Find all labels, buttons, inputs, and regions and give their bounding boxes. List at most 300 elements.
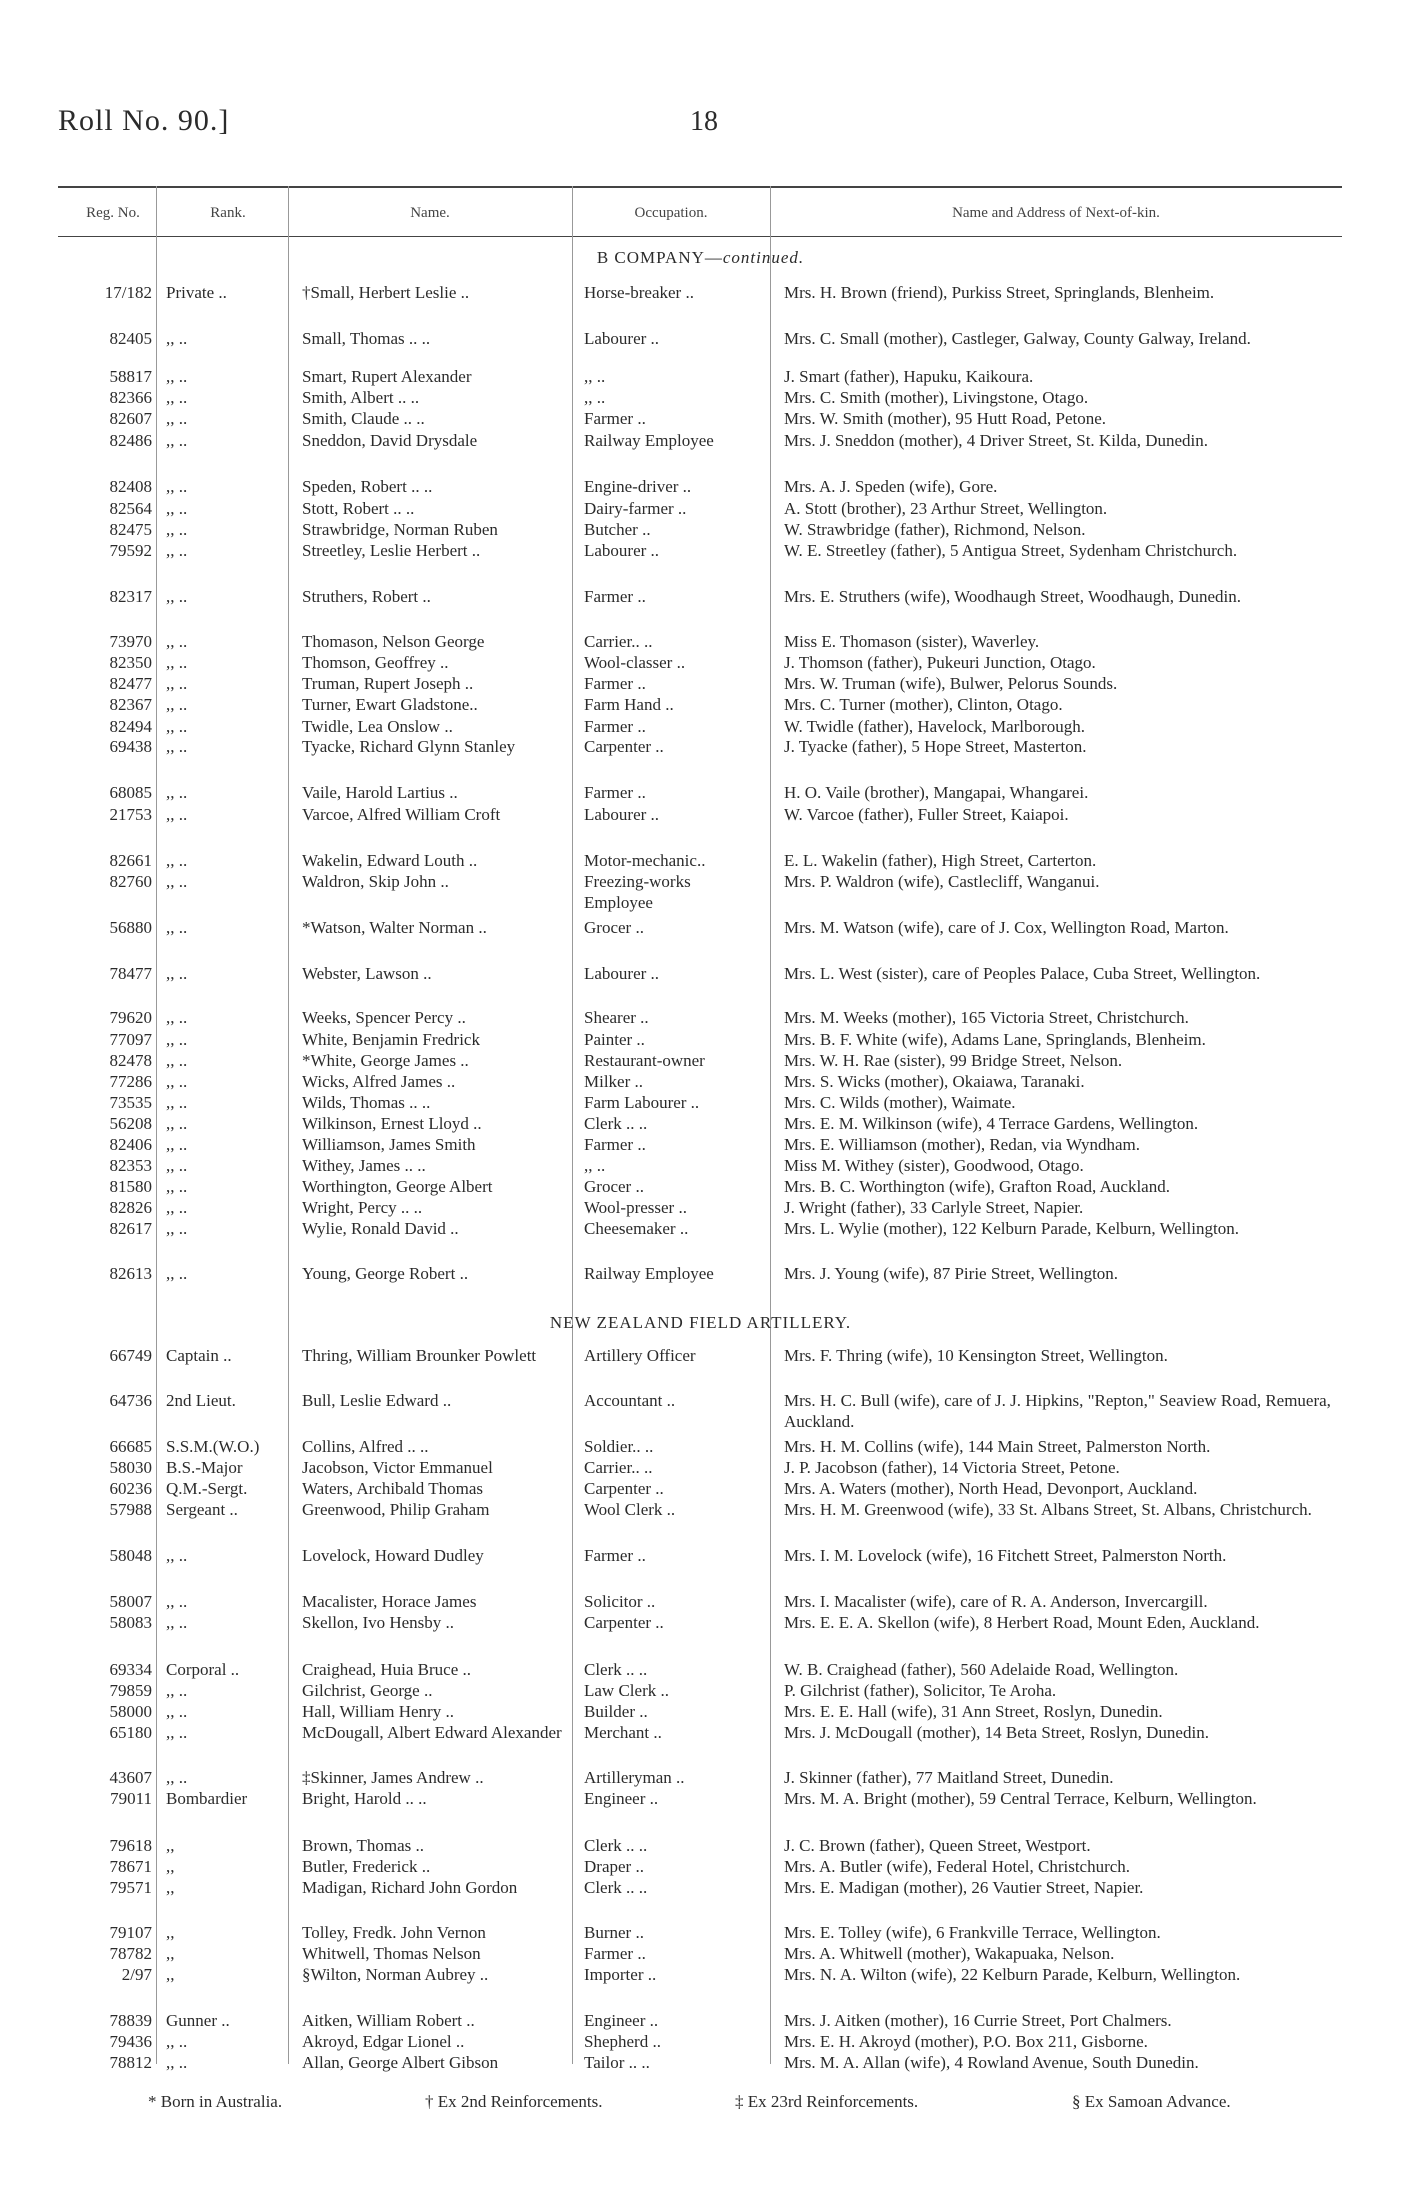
next-of-kin: A. Stott (brother), 23 Arthur Street, Wellington. <box>784 499 1108 518</box>
occupation: Carpenter .. <box>584 1613 664 1632</box>
next-of-kin: Mrs. E. E. Hall (wife), 31 Ann Street, Roslyn, Dunedin. <box>784 1702 1163 1721</box>
occupation: ,, .. <box>584 388 606 407</box>
reg-number: 79859 <box>109 1681 152 1700</box>
rank: ,, .. <box>166 632 188 651</box>
soldier-name: Twidle, Lea Onslow .. <box>302 717 453 736</box>
soldier-name: ‡Skinner, James Andrew .. <box>302 1768 484 1787</box>
rank: ,, .. <box>166 964 188 983</box>
rank: ,, .. <box>166 1613 188 1632</box>
occupation: Wool Clerk .. <box>584 1500 676 1519</box>
footnote-ex-samoan-advance: § Ex Samoan Advance. <box>1072 2092 1231 2111</box>
occupation: Labourer .. <box>584 541 660 560</box>
soldier-name: Wakelin, Edward Louth .. <box>302 851 478 870</box>
rank: ,, .. <box>166 1072 188 1091</box>
soldier-name: Thomson, Geoffrey .. <box>302 653 449 672</box>
rank: ,, .. <box>166 499 188 518</box>
reg-number: 82613 <box>109 1264 152 1283</box>
next-of-kin: Mrs. M. Weeks (mother), 165 Victoria Street, Christchurch. <box>784 1008 1189 1027</box>
footnote-ex-2nd-reinforcements: † Ex 2nd Reinforcements. <box>425 2092 603 2111</box>
next-of-kin: Mrs. L. Wylie (mother), 122 Kelburn Parade, Kelburn, Wellington. <box>784 1219 1239 1238</box>
soldier-name: Weeks, Spencer Percy .. <box>302 1008 466 1027</box>
next-of-kin: W. Strawbridge (father), Richmond, Nelson. <box>784 520 1086 539</box>
next-of-kin: Mrs. M. A. Allan (wife), 4 Rowland Avenue, South Dunedin. <box>784 2053 1199 2072</box>
rank: ,, <box>166 1965 175 1984</box>
rank: ,, .. <box>166 1681 188 1700</box>
next-of-kin: Mrs. J. Aitken (mother), 16 Currie Street, Port Chalmers. <box>784 2011 1172 2030</box>
reg-number: 68085 <box>109 783 152 802</box>
next-of-kin: Mrs. E. Tolley (wife), 6 Frankville Terrace, Wellington. <box>784 1923 1161 1942</box>
reg-number: 82406 <box>109 1135 152 1154</box>
rank: ,, .. <box>166 1702 188 1721</box>
reg-number: 58817 <box>109 367 152 386</box>
occupation: Labourer .. <box>584 964 660 983</box>
occupation: Engine-driver .. <box>584 477 692 496</box>
reg-number: 82350 <box>109 653 152 672</box>
soldier-name: Smith, Albert .. .. <box>302 388 420 407</box>
reg-number: 82478 <box>109 1051 152 1070</box>
reg-number: 58000 <box>109 1702 152 1721</box>
reg-number: 43607 <box>109 1768 152 1787</box>
occupation: Farmer .. <box>584 783 646 802</box>
reg-number: 2/97 <box>121 1965 152 1984</box>
soldier-name: Bright, Harold .. .. <box>302 1789 427 1808</box>
next-of-kin: Mrs. W. Smith (mother), 95 Hutt Road, Petone. <box>784 409 1107 428</box>
reg-number: 82405 <box>109 329 152 348</box>
soldier-name: Smart, Rupert Alexander <box>302 367 472 386</box>
soldier-name: Small, Thomas .. .. <box>302 329 431 348</box>
soldier-name: Vaile, Harold Lartius .. <box>302 783 458 802</box>
rank: ,, .. <box>166 2053 188 2072</box>
reg-number: 64736 <box>109 1391 152 1410</box>
reg-number: 82661 <box>109 851 152 870</box>
occupation: Shearer .. <box>584 1008 649 1027</box>
reg-number: 79618 <box>109 1836 152 1855</box>
next-of-kin: Miss E. Thomason (sister), Waverley. <box>784 632 1040 651</box>
soldier-name: Tyacke, Richard Glynn Stanley <box>302 737 516 756</box>
occupation: Farmer .. <box>584 674 646 693</box>
occupation: Clerk .. .. <box>584 1878 648 1897</box>
soldier-name: Greenwood, Philip Graham <box>302 1500 490 1519</box>
occupation: Carpenter .. <box>584 1479 664 1498</box>
reg-number: 79436 <box>109 2032 152 2051</box>
occupation: Draper .. <box>584 1857 644 1876</box>
rank: ,, .. <box>166 587 188 606</box>
col-head-next-of-kin: Name and Address of Next-of-kin. <box>952 204 1160 221</box>
occupation: Tailor .. .. <box>584 2053 650 2072</box>
occupation: Farmer .. <box>584 1944 646 1963</box>
next-of-kin: Mrs. N. A. Wilton (wife), 22 Kelburn Parade, Kelburn, Wellington. <box>784 1965 1241 1984</box>
reg-number: 82760 <box>109 872 152 891</box>
rank: Sergeant .. <box>166 1500 238 1519</box>
next-of-kin: Mrs. H. M. Collins (wife), 144 Main Street, Palmerston North. <box>784 1437 1211 1456</box>
reg-number: 79571 <box>109 1878 152 1897</box>
next-of-kin: W. Varcoe (father), Fuller Street, Kaiapoi. <box>784 805 1069 824</box>
occupation: Restaurant-owner <box>584 1051 705 1070</box>
reg-number: 82367 <box>109 695 152 714</box>
next-of-kin: Mrs. A. Whitwell (mother), Wakapuaka, Nelson. <box>784 1944 1115 1963</box>
next-of-kin: Mrs. M. Watson (wife), care of J. Cox, Wellington Road, Marton. <box>784 918 1229 937</box>
soldier-name: Collins, Alfred .. .. <box>302 1437 429 1456</box>
soldier-name: Strawbridge, Norman Ruben <box>302 520 498 539</box>
reg-number: 56880 <box>109 918 152 937</box>
rank: Captain .. <box>166 1346 232 1365</box>
rank: ,, .. <box>166 1135 188 1154</box>
soldier-name: Smith, Claude .. .. <box>302 409 425 428</box>
occupation: Wool-presser .. <box>584 1198 687 1217</box>
reg-number: 57988 <box>109 1500 152 1519</box>
next-of-kin: Miss M. Withey (sister), Goodwood, Otago. <box>784 1156 1084 1175</box>
soldier-name: §Wilton, Norman Aubrey .. <box>302 1965 489 1984</box>
occupation: Engineer .. <box>584 2011 659 2030</box>
soldier-name: Craighead, Huia Bruce .. <box>302 1660 471 1679</box>
reg-number: 77097 <box>109 1030 152 1049</box>
soldier-name: McDougall, Albert Edward Alexander <box>302 1723 562 1742</box>
soldier-name: *White, George James .. <box>302 1051 469 1070</box>
next-of-kin: Mrs. S. Wicks (mother), Okaiawa, Taranaki. <box>784 1072 1085 1091</box>
reg-number: 60236 <box>109 1479 152 1498</box>
next-of-kin: Mrs. I. Macalister (wife), care of R. A. Anderson, Invercargill. <box>784 1592 1208 1611</box>
reg-number: 17/182 <box>104 283 152 302</box>
occupation: Carpenter .. <box>584 737 664 756</box>
header-top-rule <box>58 186 1342 188</box>
occupation: Clerk .. .. <box>584 1660 648 1679</box>
next-of-kin: Mrs. H. C. Bull (wife), care of J. J. Hipkins, "Repton," Seaview Road, Remuera, Auckland. <box>784 1391 1331 1431</box>
rank: ,, .. <box>166 805 188 824</box>
rank: ,, .. <box>166 1177 188 1196</box>
soldier-name: Skellon, Ivo Hensby .. <box>302 1613 455 1632</box>
soldier-name: Bull, Leslie Edward .. <box>302 1391 452 1410</box>
next-of-kin: Mrs. W. H. Rae (sister), 99 Bridge Street, Nelson. <box>784 1051 1123 1070</box>
occupation: Artilleryman .. <box>584 1768 685 1787</box>
occupation: Railway Employee <box>584 431 714 450</box>
rank: B.S.-Major <box>166 1458 243 1477</box>
next-of-kin: P. Gilchrist (father), Solicitor, Te Aroha. <box>784 1681 1057 1700</box>
reg-number: 66685 <box>109 1437 152 1456</box>
rank: Bombardier <box>166 1789 248 1808</box>
occupation: Labourer .. <box>584 329 660 348</box>
soldier-name: Madigan, Richard John Gordon <box>302 1878 518 1897</box>
occupation: Farmer .. <box>584 587 646 606</box>
next-of-kin: Mrs. H. Brown (friend), Purkiss Street, Springlands, Blenheim. <box>784 283 1215 302</box>
rank: ,, .. <box>166 329 188 348</box>
next-of-kin: W. B. Craighead (father), 560 Adelaide Road, Wellington. <box>784 1660 1179 1679</box>
rank: ,, .. <box>166 717 188 736</box>
col-head-rank: Rank. <box>210 204 246 221</box>
soldier-name: Aitken, William Robert .. <box>302 2011 475 2030</box>
soldier-name: Wylie, Ronald David .. <box>302 1219 459 1238</box>
footnote-ex-23rd-reinforcements: ‡ Ex 23rd Reinforcements. <box>735 2092 919 2111</box>
rank: Private .. <box>166 283 227 302</box>
next-of-kin: Mrs. E. H. Akroyd (mother), P.O. Box 211, Gisborne. <box>784 2032 1148 2051</box>
occupation: Engineer .. <box>584 1789 659 1808</box>
reg-number: 79620 <box>109 1008 152 1027</box>
next-of-kin: Mrs. W. Truman (wife), Bulwer, Pelorus Sounds. <box>784 674 1118 693</box>
rank: ,, .. <box>166 1219 188 1238</box>
occupation: Freezing-works Employee <box>584 872 691 912</box>
occupation: Shepherd .. <box>584 2032 661 2051</box>
rank: ,, .. <box>166 1198 188 1217</box>
soldier-name: White, Benjamin Fredrick <box>302 1030 480 1049</box>
next-of-kin: Mrs. L. West (sister), care of Peoples Palace, Cuba Street, Wellington. <box>784 964 1261 983</box>
reg-number: 82607 <box>109 409 152 428</box>
reg-number: 82486 <box>109 431 152 450</box>
reg-number: 82826 <box>109 1198 152 1217</box>
occupation: Farm Labourer .. <box>584 1093 700 1112</box>
rank: Corporal .. <box>166 1660 240 1679</box>
soldier-name: Wilds, Thomas .. .. <box>302 1093 431 1112</box>
rank: ,, .. <box>166 477 188 496</box>
occupation: Builder .. <box>584 1702 648 1721</box>
reg-number: 58007 <box>109 1592 152 1611</box>
next-of-kin: J. Thomson (father), Pukeuri Junction, Otago. <box>784 653 1096 672</box>
roll-number: Roll No. 90.] <box>58 104 230 137</box>
rank: ,, .. <box>166 695 188 714</box>
col-head-reg: Reg. No. <box>86 204 140 221</box>
soldier-name: Thomason, Nelson George <box>302 632 485 651</box>
rank: ,, .. <box>166 388 188 407</box>
occupation: Railway Employee <box>584 1264 714 1283</box>
rank: ,, <box>166 1944 175 1963</box>
next-of-kin: Mrs. C. Small (mother), Castleger, Galway, County Galway, Ireland. <box>784 329 1251 348</box>
next-of-kin: Mrs. C. Turner (mother), Clinton, Otago. <box>784 695 1063 714</box>
soldier-name: Wilkinson, Ernest Lloyd .. <box>302 1114 482 1133</box>
soldier-name: Hall, William Henry .. <box>302 1702 454 1721</box>
reg-number: 58083 <box>109 1613 152 1632</box>
reg-number: 77286 <box>109 1072 152 1091</box>
soldier-name: Waters, Archibald Thomas <box>302 1479 484 1498</box>
rank: ,, <box>166 1923 175 1942</box>
reg-number: 79107 <box>109 1923 152 1942</box>
next-of-kin: Mrs. J. Young (wife), 87 Pirie Street, Wellington. <box>784 1264 1119 1283</box>
rank: 2nd Lieut. <box>166 1391 236 1410</box>
next-of-kin: Mrs. F. Thring (wife), 10 Kensington Street, Wellington. <box>784 1346 1168 1365</box>
reg-number: 82408 <box>109 477 152 496</box>
occupation: Grocer .. <box>584 918 644 937</box>
rank: ,, .. <box>166 1546 188 1565</box>
rank: ,, .. <box>166 1030 188 1049</box>
col-divider-1 <box>156 186 157 2064</box>
rank: ,, .. <box>166 520 188 539</box>
occupation: Farmer .. <box>584 409 646 428</box>
reg-number: 79011 <box>110 1789 152 1808</box>
reg-number: 82317 <box>109 587 152 606</box>
occupation: Soldier.. .. <box>584 1437 654 1456</box>
soldier-name: Wright, Percy .. .. <box>302 1198 423 1217</box>
rank: ,, .. <box>166 783 188 802</box>
soldier-name: Withey, James .. .. <box>302 1156 426 1175</box>
rank: ,, .. <box>166 1114 188 1133</box>
next-of-kin: Mrs. E. Struthers (wife), Woodhaugh Street, Woodhaugh, Dunedin. <box>784 587 1241 606</box>
next-of-kin: Mrs. E. M. Wilkinson (wife), 4 Terrace Gardens, Wellington. <box>784 1114 1199 1133</box>
occupation: Dairy-farmer .. <box>584 499 687 518</box>
rank: ,, .. <box>166 409 188 428</box>
occupation: Law Clerk .. <box>584 1681 669 1700</box>
occupation: Clerk .. .. <box>584 1836 648 1855</box>
occupation: Burner .. <box>584 1923 644 1942</box>
section-title: NEW ZEALAND FIELD ARTILLERY. <box>549 1313 852 1332</box>
occupation: Wool-classer .. <box>584 653 686 672</box>
reg-number: 78782 <box>109 1944 152 1963</box>
occupation: ,, .. <box>584 1156 606 1175</box>
reg-number: 81580 <box>109 1177 152 1196</box>
rank: ,, .. <box>166 1723 188 1742</box>
soldier-name: Allan, George Albert Gibson <box>302 2053 499 2072</box>
reg-number: 66749 <box>109 1346 152 1365</box>
occupation: Importer .. <box>584 1965 657 1984</box>
soldier-name: Streetley, Leslie Herbert .. <box>302 541 481 560</box>
rank: ,, <box>166 1878 175 1897</box>
rank: ,, .. <box>166 872 188 891</box>
page-number: 18 <box>690 106 718 137</box>
rank: ,, .. <box>166 367 188 386</box>
next-of-kin: Mrs. E. Madigan (mother), 26 Vautier Street, Napier. <box>784 1878 1144 1897</box>
occupation: Labourer .. <box>584 805 660 824</box>
next-of-kin: J. Skinner (father), 77 Maitland Street, Dunedin. <box>784 1768 1114 1787</box>
next-of-kin: Mrs. J. Sneddon (mother), 4 Driver Street, St. Kilda, Dunedin. <box>784 431 1208 450</box>
reg-number: 69334 <box>109 1660 152 1679</box>
occupation: Farmer .. <box>584 1135 646 1154</box>
soldier-name: Jacobson, Victor Emmanuel <box>302 1458 493 1477</box>
soldier-name: Webster, Lawson .. <box>302 964 432 983</box>
reg-number: 78671 <box>109 1857 152 1876</box>
reg-number: 82494 <box>109 717 152 736</box>
section-title: B COMPANY—continued. <box>596 248 805 267</box>
rank: ,, .. <box>166 1093 188 1112</box>
soldier-name: Macalister, Horace James <box>302 1592 477 1611</box>
soldier-name: Akroyd, Edgar Lionel .. <box>302 2032 465 2051</box>
rank: ,, .. <box>166 851 188 870</box>
next-of-kin: J. C. Brown (father), Queen Street, Westport. <box>784 1836 1091 1855</box>
next-of-kin: J. Tyacke (father), 5 Hope Street, Masterton. <box>784 737 1087 756</box>
next-of-kin: Mrs. E. E. A. Skellon (wife), 8 Herbert Road, Mount Eden, Auckland. <box>784 1613 1260 1632</box>
next-of-kin: Mrs. M. A. Bright (mother), 59 Central Terrace, Kelburn, Wellington. <box>784 1789 1257 1808</box>
occupation: Motor-mechanic.. <box>584 851 706 870</box>
soldier-name: Waldron, Skip John .. <box>302 872 449 891</box>
reg-number: 79592 <box>109 541 152 560</box>
soldier-name: Gilchrist, George .. <box>302 1681 433 1700</box>
soldier-name: *Watson, Walter Norman .. <box>302 918 487 937</box>
soldier-name: Varcoe, Alfred William Croft <box>302 805 501 824</box>
rank: ,, .. <box>166 918 188 937</box>
occupation: Farmer .. <box>584 717 646 736</box>
rank: ,, .. <box>166 1051 188 1070</box>
next-of-kin: Mrs. E. Williamson (mother), Redan, via Wyndham. <box>784 1135 1141 1154</box>
col-divider-4 <box>770 186 771 2064</box>
reg-number: 82477 <box>109 674 152 693</box>
soldier-name: Turner, Ewart Gladstone.. <box>302 695 478 714</box>
occupation: Merchant .. <box>584 1723 662 1742</box>
rank: ,, .. <box>166 1008 188 1027</box>
rank: ,, .. <box>166 2032 188 2051</box>
next-of-kin: W. E. Streetley (father), 5 Antigua Street, Sydenham Christchurch. <box>784 541 1238 560</box>
rank: Q.M.-Sergt. <box>166 1479 248 1498</box>
rank: ,, .. <box>166 1156 188 1175</box>
soldier-name: Worthington, George Albert <box>302 1177 493 1196</box>
next-of-kin: Mrs. B. F. White (wife), Adams Lane, Springlands, Blenheim. <box>784 1030 1206 1049</box>
reg-number: 69438 <box>109 737 152 756</box>
soldier-name: Stott, Robert .. .. <box>302 499 415 518</box>
rank: ,, .. <box>166 1264 188 1283</box>
rank: ,, .. <box>166 431 188 450</box>
soldier-name: Butler, Frederick .. <box>302 1857 431 1876</box>
next-of-kin: Mrs. A. Waters (mother), North Head, Devonport, Auckland. <box>784 1479 1198 1498</box>
reg-number: 58048 <box>109 1546 152 1565</box>
next-of-kin: J. Smart (father), Hapuku, Kaikoura. <box>784 367 1034 386</box>
rank: ,, .. <box>166 541 188 560</box>
occupation: Carrier.. .. <box>584 632 653 651</box>
reg-number: 82353 <box>109 1156 152 1175</box>
next-of-kin: Mrs. C. Smith (mother), Livingstone, Otago. <box>784 388 1089 407</box>
reg-number: 82564 <box>109 499 152 518</box>
reg-number: 56208 <box>109 1114 152 1133</box>
rank: ,, .. <box>166 737 188 756</box>
occupation: ,, .. <box>584 367 606 386</box>
rank: ,, .. <box>166 653 188 672</box>
rank: ,, <box>166 1836 175 1855</box>
occupation: Grocer .. <box>584 1177 644 1196</box>
reg-number: 78477 <box>109 964 152 983</box>
occupation: Artillery Officer <box>584 1346 696 1365</box>
soldier-name: Thring, William Brounker Powlett <box>302 1346 537 1365</box>
next-of-kin: Mrs. P. Waldron (wife), Castlecliff, Wanganui. <box>784 872 1100 891</box>
soldier-name: Brown, Thomas .. <box>302 1836 424 1855</box>
rank: ,, .. <box>166 1592 188 1611</box>
occupation: Horse-breaker .. <box>584 283 694 302</box>
header-bottom-rule <box>58 236 1342 237</box>
next-of-kin: Mrs. A. Butler (wife), Federal Hotel, Christchurch. <box>784 1857 1131 1876</box>
footnote-born-australia: * Born in Australia. <box>148 2092 283 2111</box>
occupation: Clerk .. .. <box>584 1114 648 1133</box>
soldier-name: Williamson, James Smith <box>302 1135 476 1154</box>
occupation: Farmer .. <box>584 1546 646 1565</box>
next-of-kin: Mrs. H. M. Greenwood (wife), 33 St. Albans Street, St. Albans, Christchurch. <box>784 1500 1312 1519</box>
soldier-name: Tolley, Fredk. John Vernon <box>302 1923 486 1942</box>
next-of-kin: W. Twidle (father), Havelock, Marlborough. <box>784 717 1085 736</box>
soldier-name: †Small, Herbert Leslie .. <box>302 283 470 302</box>
occupation: Solicitor .. <box>584 1592 656 1611</box>
rank: Gunner .. <box>166 2011 230 2030</box>
reg-number: 65180 <box>109 1723 152 1742</box>
next-of-kin: Mrs. I. M. Lovelock (wife), 16 Fitchett Street, Palmerston North. <box>784 1546 1227 1565</box>
occupation: Carrier.. .. <box>584 1458 653 1477</box>
reg-number: 78839 <box>109 2011 152 2030</box>
reg-number: 82617 <box>109 1219 152 1238</box>
col-head-name: Name. <box>410 204 450 221</box>
reg-number: 73970 <box>109 632 152 651</box>
reg-number: 73535 <box>109 1093 152 1112</box>
soldier-name: Young, George Robert .. <box>302 1264 469 1283</box>
reg-number: 58030 <box>109 1458 152 1477</box>
soldier-name: Sneddon, David Drysdale <box>302 431 478 450</box>
next-of-kin: E. L. Wakelin (father), High Street, Carterton. <box>784 851 1097 870</box>
next-of-kin: H. O. Vaile (brother), Mangapai, Whangarei. <box>784 783 1089 802</box>
occupation: Painter .. <box>584 1030 645 1049</box>
next-of-kin: Mrs. C. Wilds (mother), Waimate. <box>784 1093 1016 1112</box>
rank: ,, .. <box>166 1768 188 1787</box>
rank: ,, <box>166 1857 175 1876</box>
occupation: Butcher .. <box>584 520 651 539</box>
col-divider-3 <box>572 186 573 2064</box>
rank: S.S.M.(W.O.) <box>166 1437 260 1456</box>
next-of-kin: Mrs. A. J. Speden (wife), Gore. <box>784 477 998 496</box>
soldier-name: Truman, Rupert Joseph .. <box>302 674 474 693</box>
rank: ,, .. <box>166 674 188 693</box>
occupation: Accountant .. <box>584 1391 676 1410</box>
occupation: Cheesemaker .. <box>584 1219 689 1238</box>
occupation: Milker .. <box>584 1072 644 1091</box>
next-of-kin: J. Wright (father), 33 Carlyle Street, Napier. <box>784 1198 1084 1217</box>
reg-number: 21753 <box>109 805 152 824</box>
